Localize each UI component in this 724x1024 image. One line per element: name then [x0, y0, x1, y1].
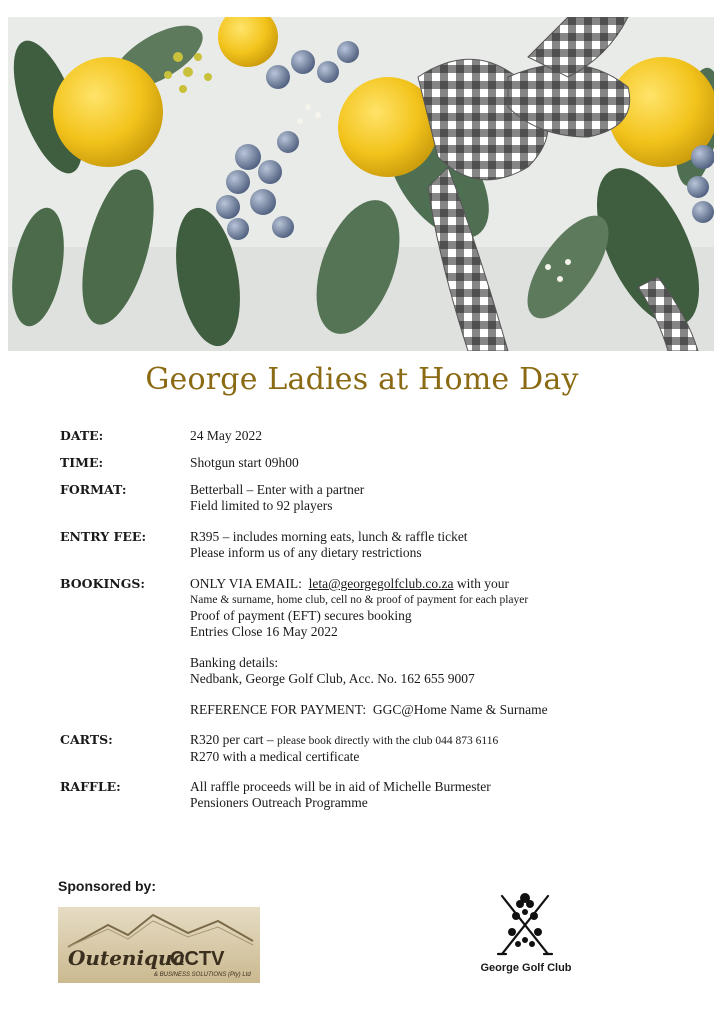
club-name: George Golf Club [480, 962, 572, 974]
carts-line-1-prefix: R320 per cart – [190, 732, 277, 747]
raffle-line-2: Pensioners Outreach Programme [190, 795, 368, 810]
lemon-arrangement-illustration [8, 17, 714, 351]
date-value: 24 May 2022 [190, 428, 262, 443]
hero-image [8, 17, 714, 351]
bookings-line-4: Entries Close 16 May 2022 [190, 624, 338, 639]
format-line-1: Betterball – Enter with a partner [190, 482, 365, 497]
sponsor-name-accent: CCTV [170, 948, 225, 970]
entry-fee-label: ENTRY FEE: [60, 529, 147, 544]
bookings-line-1-prefix: ONLY VIA EMAIL: [190, 576, 309, 591]
raffle-value [190, 779, 690, 811]
sponsor-logo-graphic [58, 907, 260, 983]
sponsor-logo [58, 907, 260, 983]
bookings-label: BOOKINGS: [60, 576, 146, 591]
carts-line-1-note: please book directly with the club 044 873 6116 [276, 735, 499, 747]
crossed-clubs-icon [488, 888, 562, 960]
raffle-label: RAFFLE: [60, 779, 121, 794]
bookings-line-3: Proof of payment (EFT) secures booking [190, 608, 412, 623]
carts-line-1 [190, 732, 690, 749]
time-value: Shotgun start 09h00 [190, 455, 299, 470]
bookings-line-2: Name & surname, home club, cell no & proof of payment for each player [190, 594, 529, 606]
date-label: DATE: [60, 428, 104, 443]
bookings-value [190, 576, 690, 718]
raffle-line-1: All raffle proceeds will be in aid of Michelle Burmester [190, 779, 491, 794]
sponsored-by-label: Sponsored by: [58, 878, 157, 894]
entry-fee-line-2: Please inform us of any dietary restrictions [190, 545, 422, 560]
banking-line: Nedbank, George Golf Club, Acc. No. 162 655 9007 [190, 671, 475, 686]
sponsor-subtitle: & BUSINESS SOLUTIONS (Pty) Ltd [154, 972, 251, 978]
sponsor-name-main: Outeniqua [68, 946, 186, 970]
payment-reference: REFERENCE FOR PAYMENT: GGC@Home Name & Surname [190, 702, 548, 717]
booking-email-link[interactable]: leta@georgegolfclub.co.za [308, 576, 454, 591]
page-title: George Ladies at Home Day [145, 362, 579, 397]
format-line-2: Field limited to 92 players [190, 498, 333, 513]
entry-fee-value [190, 529, 690, 561]
entry-fee-line-1: R395 – includes morning eats, lunch & raffle ticket [190, 529, 468, 544]
carts-value [190, 732, 690, 765]
bookings-line-1-suffix: with your [453, 576, 510, 591]
carts-line-2: R270 with a medical certificate [190, 749, 360, 764]
format-label: FORMAT: [60, 482, 127, 497]
format-value [190, 482, 690, 514]
banking-heading: Banking details: [190, 655, 279, 670]
bookings-line-1 [190, 576, 690, 592]
time-label: TIME: [60, 455, 104, 470]
carts-label: CARTS: [60, 732, 113, 747]
club-crest [488, 888, 562, 960]
